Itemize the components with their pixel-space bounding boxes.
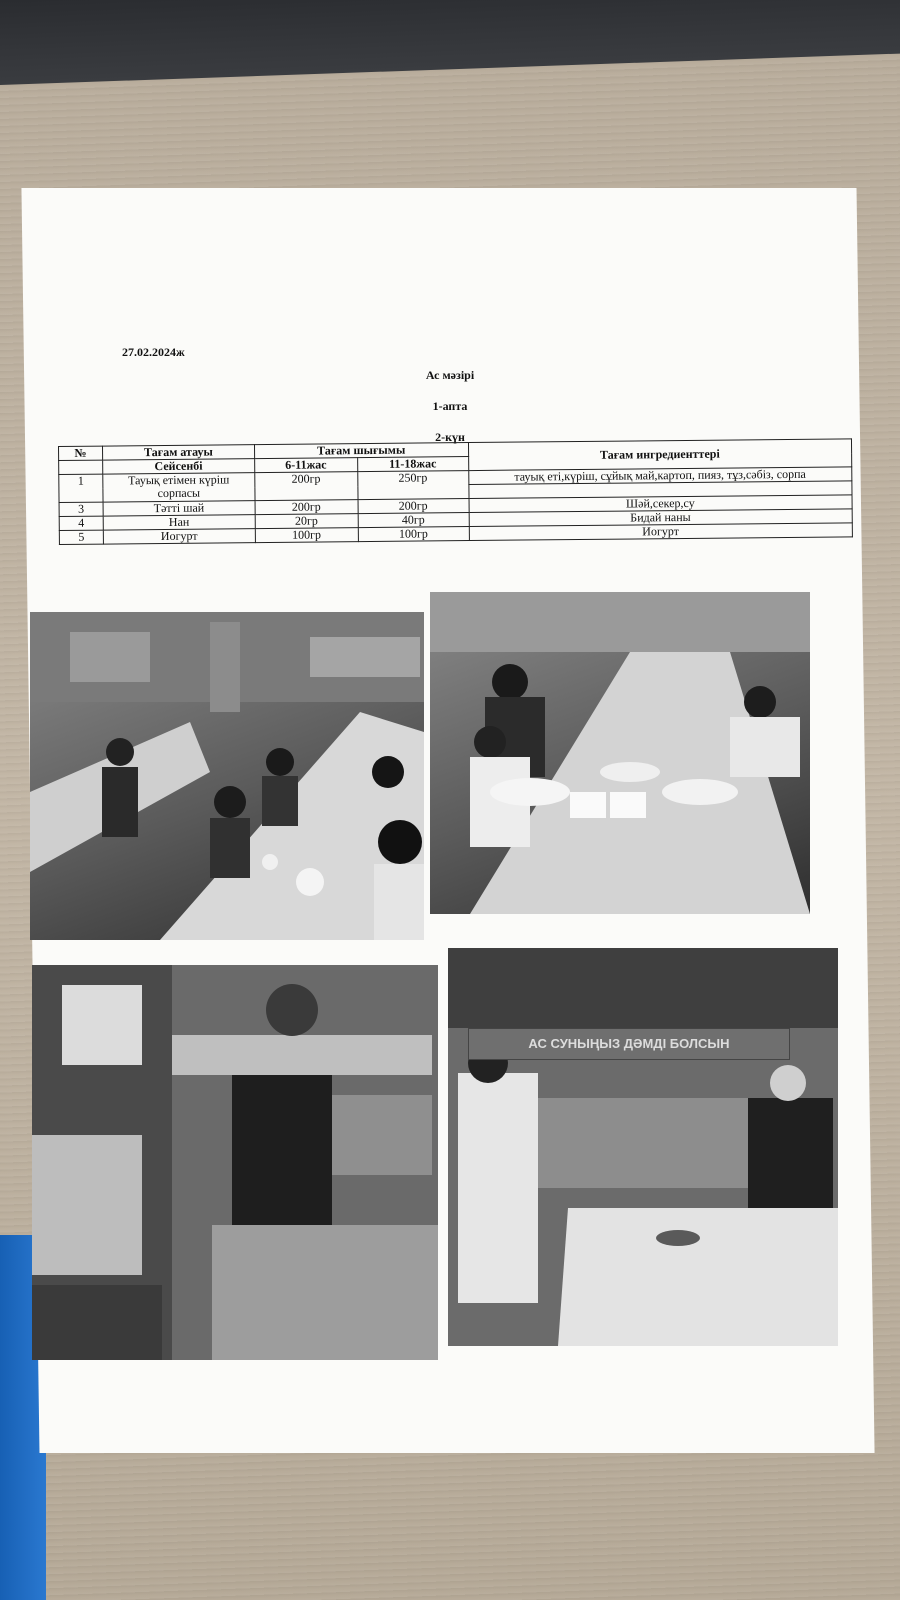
row-ingredients: Шәй,секер,су: [469, 495, 853, 513]
header-weekday: Сейсенбі: [103, 459, 255, 474]
header-age1: 6-11жас: [254, 458, 357, 473]
document-date: 27.02.2024ж: [122, 345, 185, 359]
row-age2: 100гр: [358, 527, 469, 542]
photo-dining-staff: [448, 948, 838, 1346]
row-age2: 40гр: [358, 513, 469, 528]
header-ingredients: Тағам ингредиенттері: [468, 439, 852, 471]
row-age1: 20гр: [255, 514, 358, 529]
document-week: 1-апта: [432, 399, 468, 413]
row-ingredients: Иогурт: [469, 523, 853, 541]
row-num: 3: [59, 502, 103, 516]
row-age2: 200гр: [358, 499, 469, 514]
row-ingredients: тауық еті,күріш, сұйық май,картоп, пияз, тұз,сәбіз, сорпа: [468, 467, 852, 485]
banner-sign: АС СУНЫҢЫЗ ДӘМДІ БОЛСЫН: [468, 1028, 790, 1060]
photo-children-eating: [430, 592, 810, 914]
row-name: Тауық етімен күріш сорпасы: [103, 473, 255, 502]
header-age2: 11-18жас: [357, 457, 468, 472]
row-ingredients: Бидай наны: [469, 509, 853, 527]
row-age1: 100гр: [255, 528, 358, 543]
row-age1: 200гр: [255, 500, 358, 515]
children-eating-image: [430, 592, 810, 914]
header-num: №: [59, 446, 103, 460]
row-name: Тәтті шай: [103, 501, 255, 516]
background-dark-surface: [0, 0, 900, 85]
dining-staff-image: [448, 948, 838, 1346]
row-name: Нан: [103, 515, 255, 530]
row-num: 5: [59, 530, 103, 544]
menu-table: [58, 438, 853, 545]
row-num: 1: [59, 474, 103, 502]
header-name: Тағам атауы: [102, 445, 254, 460]
row-age1: 200гр: [255, 472, 358, 501]
row-num: 4: [59, 516, 103, 530]
document-title: Ас мәзірі: [425, 368, 475, 382]
photo-canteen-hall: [30, 612, 424, 940]
canteen-hall-image: [30, 612, 424, 940]
kitchen-staff-image: [32, 965, 438, 1360]
header-output: Тағам шығымы: [254, 443, 468, 459]
row-age2: 250гр: [357, 471, 468, 500]
photo-kitchen-staff: [32, 965, 438, 1360]
document-day: 2-күн: [435, 430, 465, 444]
row-name: Иогурт: [103, 529, 255, 544]
